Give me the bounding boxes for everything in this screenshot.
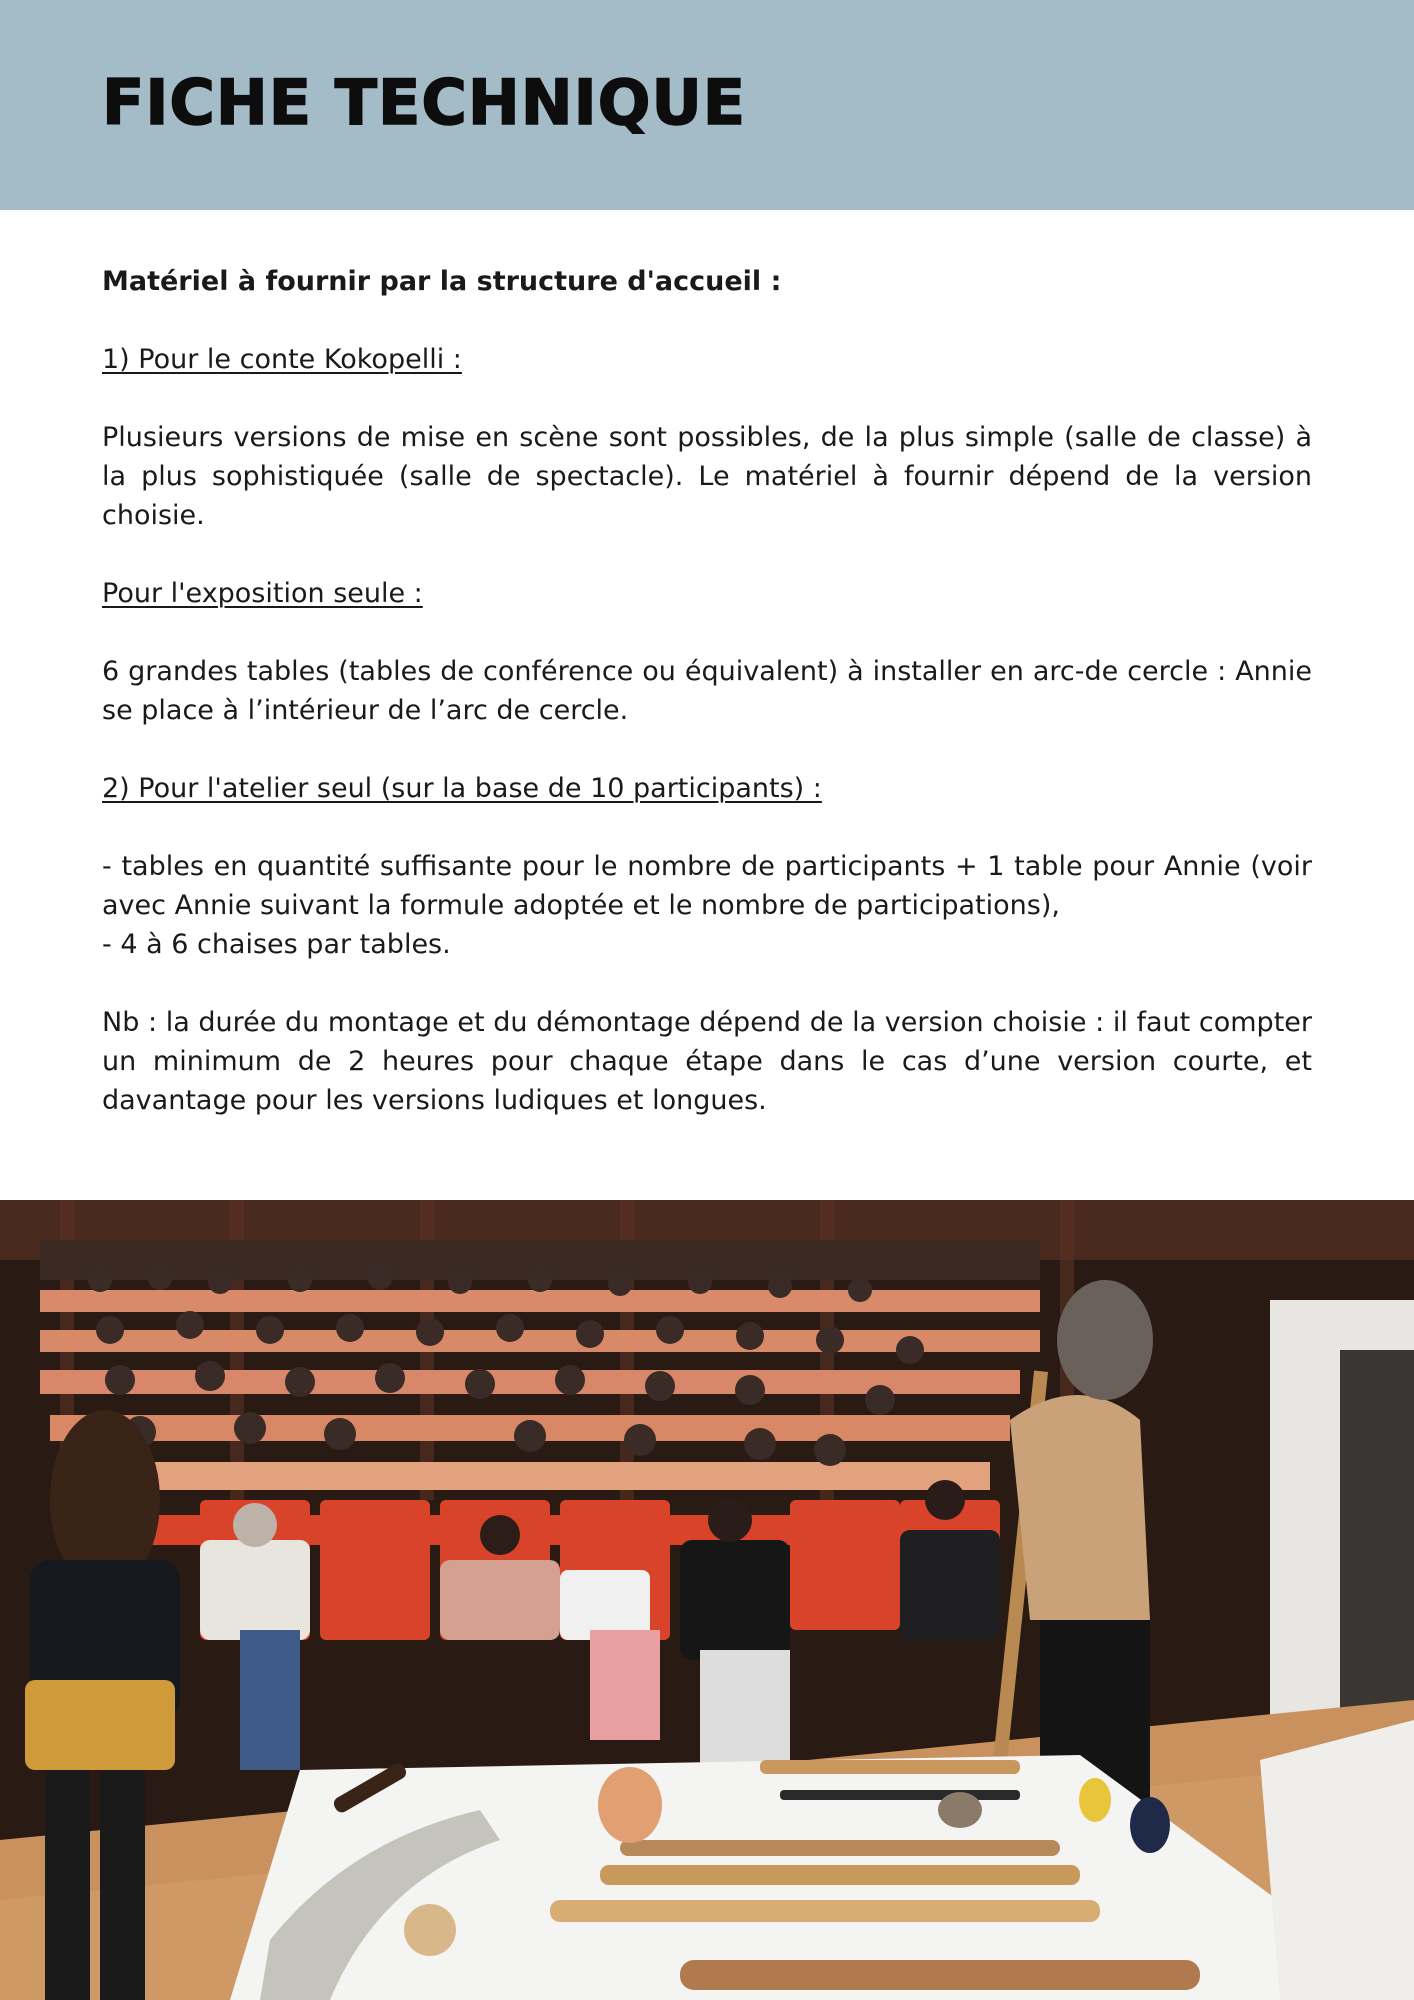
auditorium-photo [0, 1200, 1414, 2000]
section2-item2: - 4 à 6 chaises par tables. [102, 929, 451, 960]
section1-title: 1) Pour le conte Kokopelli : [102, 344, 462, 375]
section2-title: 2) Pour l'atelier seul (sur la base de 10 participants) : [102, 773, 822, 804]
section1-text: Plusieurs versions de mise en scène sont possibles, de la plus simple (salle de classe) à la plus sophistiquée (salle de spectacle). Le matériel à fournir dépend de la version choisie. [102, 422, 1312, 531]
expo-text: 6 grandes tables (tables de conférence ou équivalent) à installer en arc-de cercle : Annie se place à l’intérieur de l’arc de cercle. [102, 656, 1312, 726]
expo-title: Pour l'exposition seule : [102, 578, 423, 609]
header-band [0, 0, 1414, 210]
materials-heading: Matériel à fournir par la structure d'accueil : [102, 266, 782, 297]
section2-item1: - tables en quantité suffisante pour le nombre de participants + 1 table pour Annie (voir avec Annie suivant la formule adoptée et le nombre de participations), [102, 851, 1312, 921]
document-body [102, 262, 1312, 1120]
note-text: Nb : la durée du montage et du démontage dépend de la version choisie : il faut compter un minimum de 2 heures pour chaque étape dans le cas d’une version courte, et davantage pour les versions ludiques et longues. [102, 1007, 1312, 1116]
page-title: FICHE TECHNIQUE [102, 66, 747, 139]
